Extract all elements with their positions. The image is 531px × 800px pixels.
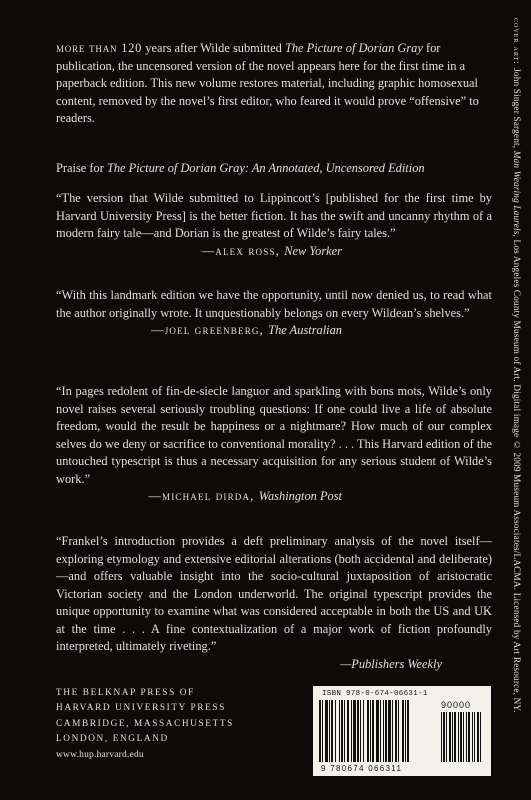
review-quote	[56, 533, 492, 673]
review-quote	[56, 383, 492, 506]
addon-bar	[458, 712, 459, 762]
addon-bar	[463, 712, 464, 762]
addon-bar	[454, 712, 456, 762]
praise-book-title: The Picture of Dorian Gray: An Annotated, Uncensored Edition	[106, 161, 425, 175]
barcode-bar	[335, 700, 336, 762]
addon-bar	[480, 712, 481, 762]
barcode-bar	[341, 700, 343, 762]
barcode-bar	[376, 700, 379, 762]
isbn-number: ISBN 978-0-674-06631-1	[322, 690, 428, 698]
barcode-bar	[363, 700, 364, 762]
barcode-bar	[380, 700, 381, 762]
addon-bar	[472, 712, 473, 762]
publication-name: Publishers Weekly	[351, 656, 442, 671]
barcode-bar	[392, 700, 393, 762]
quote-attribution	[56, 488, 492, 506]
barcode-bar	[383, 700, 384, 762]
publisher-line: CAMBRIDGE, MASSACHUSETTS	[56, 718, 234, 729]
barcode-bar	[331, 700, 333, 762]
credit-work-title: Man Wearing Laurels	[512, 150, 522, 235]
publisher-imprint	[56, 686, 296, 763]
barcode-bar	[385, 700, 387, 762]
barcode-bar	[405, 700, 406, 762]
reviewer-name: —joel greenberg,	[151, 323, 269, 337]
barcode-bar	[372, 700, 374, 762]
reviewer-dash: —	[340, 656, 352, 671]
reviewer-name: —michael dirda,	[148, 489, 259, 503]
barcode-bar	[322, 700, 323, 762]
credit-rest: , Los Angeles County Museum of Art. Digital image © 2009 Museum Associates/LACMA. Licensed by Art Resource, NY.	[512, 234, 522, 713]
publisher-line: THE BELKNAP PRESS OF	[56, 688, 195, 698]
barcode-bar	[398, 700, 399, 762]
quote-attribution	[56, 322, 492, 340]
barcode-bar	[339, 700, 340, 762]
publisher-line: LONDON, ENGLAND	[56, 734, 169, 745]
cover-art-credit	[512, 18, 522, 794]
barcode-bar	[319, 700, 321, 762]
ean-number: 9 780674 066311	[321, 764, 403, 773]
quote-text: “In pages redolent of fin-de-siecle languor and sparkling with bons mots, Wilde’s only novel raises several seriously troubling questions: If one could live a life of absolute freedom, would the result be happiness or a nightmare? How much of our complex selves do we deny or sacrifice to conventional morality? . . . This Harvard edition of the untouched typescript is thus a necessary acquisition for any serious student of Wilde’s work.”	[56, 384, 492, 486]
addon-bar	[474, 712, 475, 762]
publisher-url: www.hup.harvard.edu	[56, 749, 144, 760]
price-addon-number: 90000	[441, 700, 472, 710]
praise-heading	[56, 160, 506, 177]
praise-prefix: Praise for	[56, 161, 107, 175]
quote-attribution	[56, 243, 492, 261]
barcode-bar	[357, 700, 359, 762]
addon-bar	[452, 712, 453, 762]
intro-paragraph	[56, 40, 488, 128]
publication-name: New Yorker	[284, 243, 342, 258]
barcode-bar	[347, 700, 349, 762]
addon-bar	[477, 712, 479, 762]
barcode-bar	[370, 700, 371, 762]
quote-text: “The version that Wilde submitted to Lippincott’s [published for the first time by Harvard University Press] is the better fiction. It has the swift and uncanny rhythm of a modern fairy tale—and Dorian is the greatest of Wilde’s fairy tales.”	[56, 191, 492, 240]
credit-label: cover art:	[512, 18, 522, 69]
publication-name: Washington Post	[258, 489, 342, 503]
addon-bar	[466, 712, 467, 762]
barcode-bar	[351, 700, 352, 762]
review-quote	[56, 190, 492, 260]
quote-text: “Frankel’s introduction provides a deft preliminary analysis of the novel itself—exploring etymology and extensive editorial alterations (both accidental and deliberate)—and offers valuable insight into the socio-cultural juxtaposition of aristocratic Victorian society and the London underworld. The original typescript provides the unique opportunity to examine what was considered acceptable in both the US and UK at the time . . . A fine contextualization of a major work of fiction profoundly interpreted, ultimately riveting.”	[56, 534, 492, 653]
credit-artist: John Singer Sargent,	[512, 68, 522, 151]
review-quote	[56, 287, 492, 340]
addon-bar	[446, 712, 447, 762]
publisher-line: HARVARD UNIVERSITY PRESS	[56, 703, 226, 714]
reviewer-name: —alex ross,	[201, 243, 285, 258]
isbn-barcode	[313, 686, 491, 776]
barcode-bar	[395, 700, 397, 762]
barcode-bar	[367, 700, 369, 762]
addon-bar	[449, 712, 451, 762]
barcode-bar	[388, 700, 391, 762]
barcode-bar	[344, 700, 345, 762]
barcode-bar	[325, 700, 328, 762]
addon-bar	[468, 712, 470, 762]
barcode-bar	[407, 700, 409, 762]
addon-bar	[443, 712, 445, 762]
publication-name: The Australian	[268, 323, 342, 337]
quote-text: “With this landmark edition we have the opportunity, until now denied us, to read what the author originally wrote. It unquestionably belongs on every Wildean’s shelves.”	[56, 288, 492, 320]
addon-bar	[441, 712, 442, 762]
intro-lead: more than 120	[56, 41, 143, 55]
quote-attribution	[56, 656, 492, 674]
barcode-bar	[329, 700, 330, 762]
barcode-bar	[353, 700, 356, 762]
intro-text-b: for publication, the uncensored version of the novel appears here for the first time in a paperback edition. This new volume restores material, including graphic homosexual content, removed by the novel’s first editor, who feared it would prove “offensive” to readers.	[56, 41, 479, 126]
addon-bar	[460, 712, 462, 762]
intro-book-title: The Picture of Dorian Gray	[284, 41, 423, 55]
barcode-bar	[360, 700, 361, 762]
intro-text-a: years after Wilde submitted	[142, 41, 285, 55]
barcode-bar	[402, 700, 404, 762]
